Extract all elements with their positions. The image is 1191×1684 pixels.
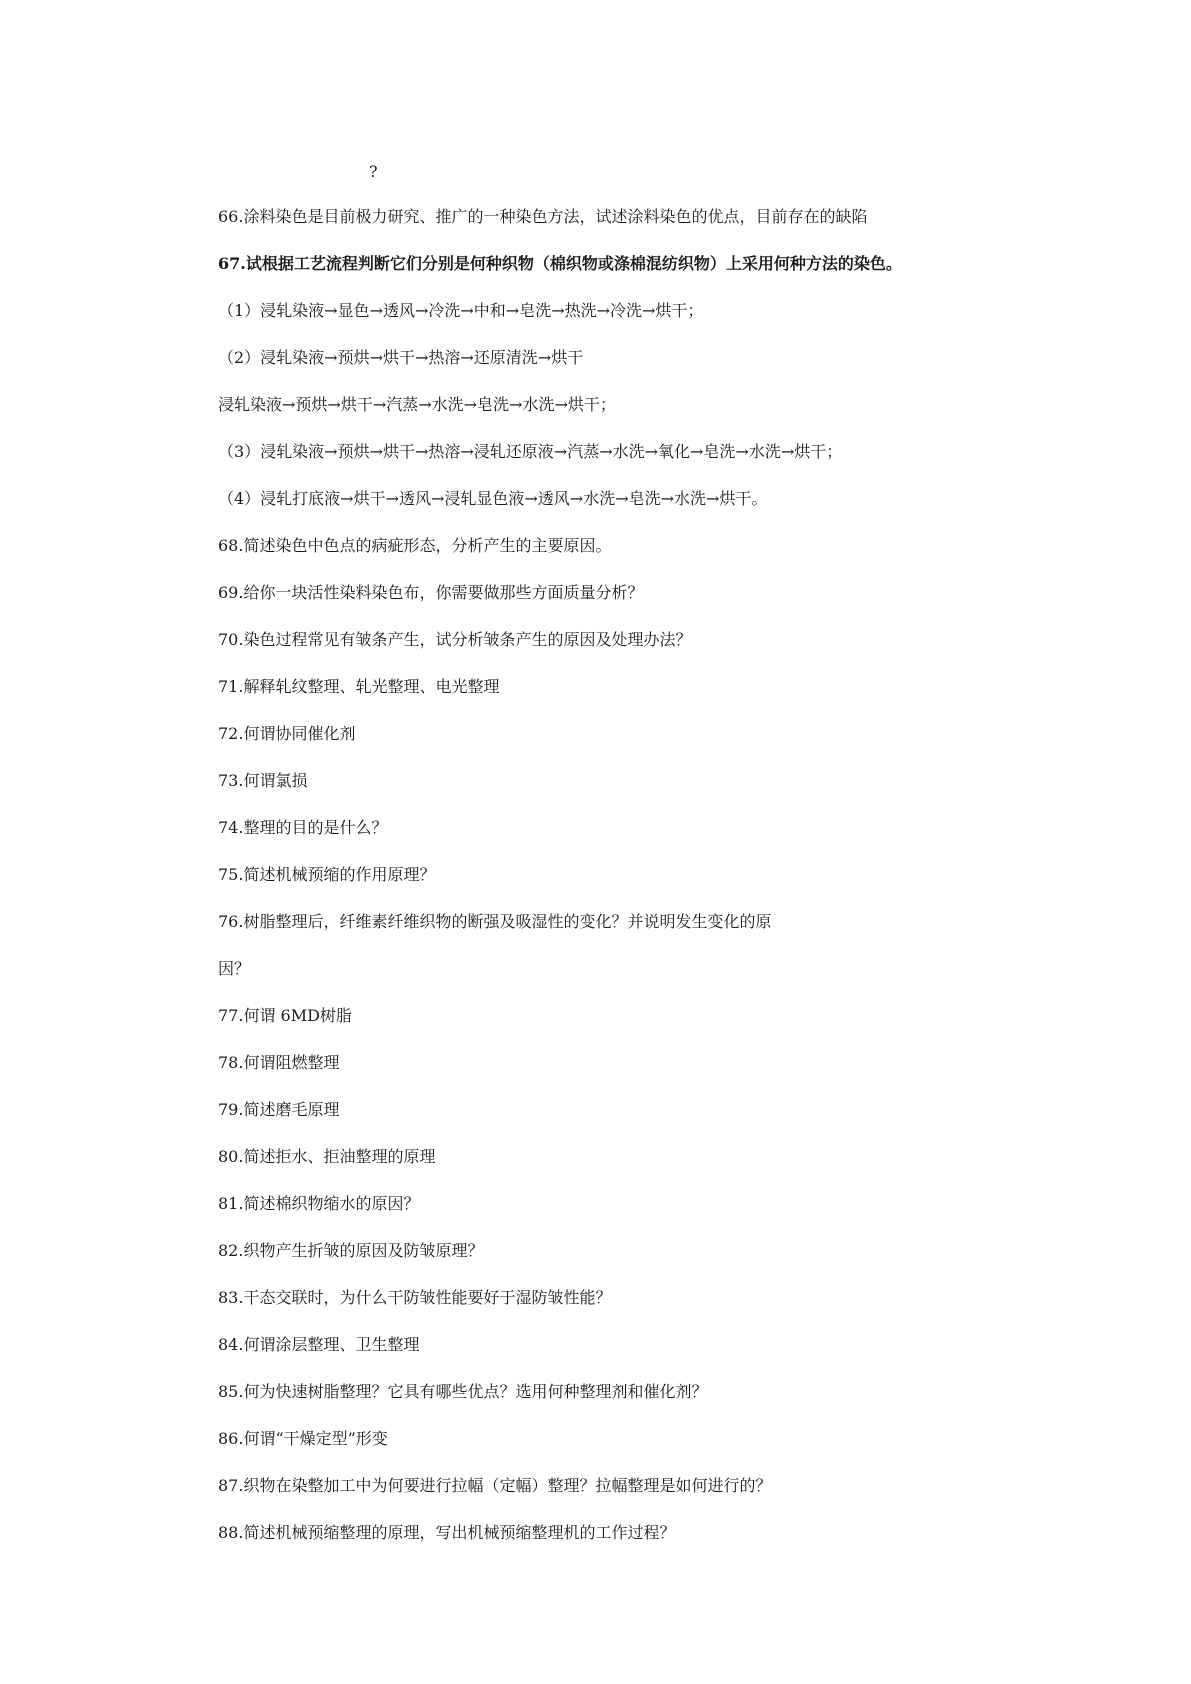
question-87: 87.织物在染整加工中为何要进行拉幅（定幅）整理？拉幅整理是如何进行的？ bbox=[218, 1476, 772, 1495]
question-71: 71.解释轧纹整理、轧光整理、电光整理 bbox=[218, 677, 500, 696]
question-74: 74.整理的目的是什么？ bbox=[218, 818, 388, 837]
question-76-continued: 因？ bbox=[218, 959, 251, 978]
question-70: 70.染色过程常见有皱条产生，试分析皱条产生的原因及处理办法？ bbox=[218, 630, 692, 649]
question-82: 82.织物产生折皱的原因及防皱原理？ bbox=[218, 1241, 484, 1260]
process-2a: （2）浸轧染液→预烘→烘干→热溶→还原清洗→烘干 bbox=[218, 348, 584, 367]
question-75: 75.简述机械预缩的作用原理？ bbox=[218, 865, 436, 884]
question-72: 72.何谓协同催化剂 bbox=[218, 724, 356, 743]
question-69: 69.给你一块活性染料染色布，你需要做那些方面质量分析？ bbox=[218, 583, 644, 602]
question-81: 81.简述棉织物缩水的原因？ bbox=[218, 1194, 420, 1213]
question-66: 66.涂料染色是目前极力研究、推广的一种染色方法，试述涂料染色的优点，目前存在的缺陷 bbox=[218, 207, 868, 226]
question-67: 67.试根据工艺流程判断它们分别是何种织物（棉织物或涤棉混纺织物）上采用何种方法的染色。 bbox=[218, 254, 902, 273]
question-79: 79.简述磨毛原理 bbox=[218, 1100, 340, 1119]
question-85: 85.何为快速树脂整理？它具有哪些优点？选用何种整理剂和催化剂？ bbox=[218, 1382, 708, 1401]
question-86: 86.何谓“干燥定型”形变 bbox=[218, 1429, 388, 1448]
process-4: （4）浸轧打底液→烘干→透风→浸轧显色液→透风→水洗→皂洗→水洗→烘干。 bbox=[218, 489, 768, 508]
question-68: 68.简述染色中色点的病疵形态，分析产生的主要原因。 bbox=[218, 536, 612, 555]
question-80: 80.简述拒水、拒油整理的原理 bbox=[218, 1147, 436, 1166]
process-3: （3）浸轧染液→预烘→烘干→热溶→浸轧还原液→汽蒸→水洗→氧化→皂洗→水洗→烘干； bbox=[218, 442, 843, 461]
process-2b: 浸轧染液→预烘→烘干→汽蒸→水洗→皂洗→水洗→烘干； bbox=[218, 395, 616, 414]
question-76: 76.树脂整理后，纤维素纤维织物的断强及吸湿性的变化？并说明发生变化的原 bbox=[218, 912, 772, 931]
question-73: 73.何谓氯损 bbox=[218, 771, 308, 790]
question-88: 88.简述机械预缩整理的原理，写出机械预缩整理机的工作过程？ bbox=[218, 1523, 676, 1542]
stray-question-mark: ? bbox=[369, 162, 378, 181]
question-84: 84.何谓涂层整理、卫生整理 bbox=[218, 1335, 420, 1354]
process-1: （1）浸轧染液→显色→透风→冷洗→中和→皂洗→热洗→冷洗→烘干； bbox=[218, 301, 704, 320]
question-77: 77.何谓 6MD树脂 bbox=[218, 1006, 352, 1025]
question-78: 78.何谓阻燃整理 bbox=[218, 1053, 340, 1072]
question-83: 83.干态交联时，为什么干防皱性能要好于湿防皱性能？ bbox=[218, 1288, 612, 1307]
